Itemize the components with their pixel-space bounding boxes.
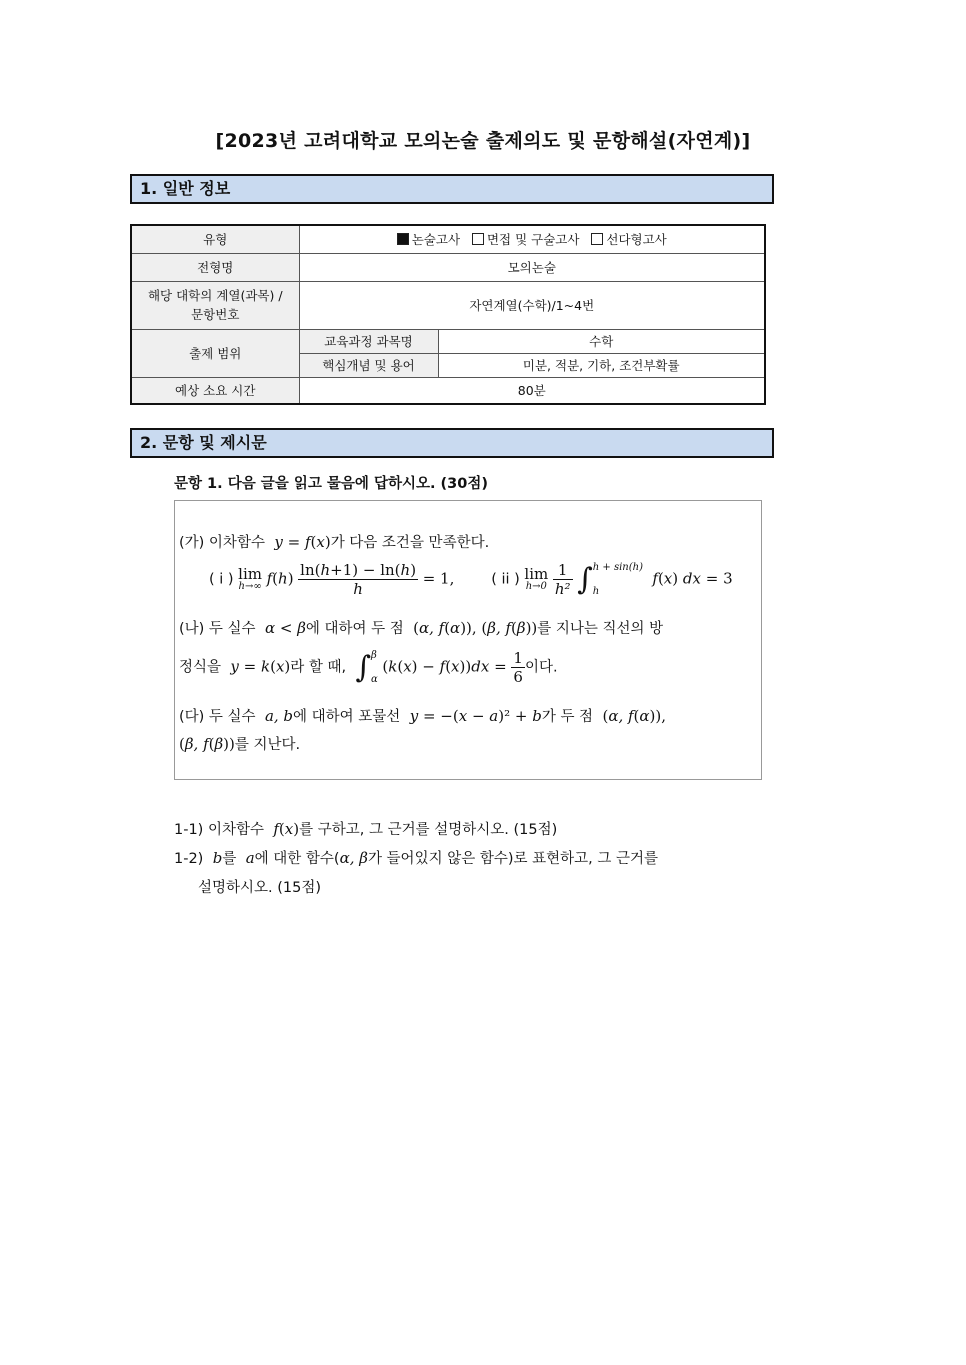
checked-box-icon (397, 233, 409, 245)
type-label: 유형 (131, 225, 299, 253)
passage-box (174, 500, 762, 780)
document-title: [2023년 고려대학교 모의논술 출제의도 및 문항해설(자연계)] (215, 130, 751, 152)
field-label: 해당 대학의 계열(과목) / 문항번호 (131, 281, 299, 329)
unchecked-box-icon (591, 233, 603, 245)
passage-da-line1: (다) 두 실수 a, b에 대하여 포물선 y = −(x − a)² + b가 두 점 (α, f(α)), (179, 707, 667, 725)
passage-conditions: ( i ) lim h→∞ f(h) $\frac{\ln(h+1) - \ln(h)}{h}$ = 1, ( ii ) lim h→0 $\frac{1}{\text{h²}}$ ∫ h + sin(h) h f(x) dx = 3 (209, 561, 733, 598)
time-value: 80분 (299, 377, 765, 404)
sub-question-1-2: 1-2) b를 a에 대한 함수(α, β가 들어있지 않은 함수)로 표현하고, 그 근거를 (174, 849, 658, 867)
concept-label: 핵심개념 및 용어 (299, 353, 438, 377)
section-general-info: 1. 일반 정보 (130, 174, 774, 204)
concept-value: 미분, 적분, 기하, 조건부확률 (438, 353, 765, 377)
sub-question-1-1: 1-1) 이차함수 f(x)를 구하고, 그 근거를 설명하시오. (15점) (174, 820, 558, 838)
passage-da-line2: (β, f(β))를 지난다. (179, 735, 301, 753)
passage-na-line2: 정식을 y = k(x)라 할 때, ∫ β α (k(x) − f(x))dx = $\frac{1}{6}$ 이다. (179, 649, 558, 686)
name-label: 전형명 (131, 253, 299, 281)
option-essay: 논술고사 (411, 232, 461, 248)
section-question: 2. 문항 및 제시문 (130, 428, 774, 458)
option-interview: 면접 및 구술고사 (486, 232, 580, 248)
scope-label: 출제 범위 (131, 329, 299, 377)
course-value: 수학 (438, 329, 765, 353)
question-heading: 문항 1. 다음 글을 읽고 물음에 답하시오. (30점) (174, 476, 488, 492)
field-value: 자연계열(수학)/1~4번 (299, 281, 765, 329)
option-multiple-choice: 선다형고사 (606, 232, 667, 248)
general-info-table (130, 224, 766, 405)
type-options (299, 225, 765, 253)
time-label: 예상 소요 시간 (131, 377, 299, 404)
name-value: 모의논술 (299, 253, 765, 281)
passage-na-line1: (나) 두 실수 α < β에 대하여 두 점 (α, f(α)), (β, f(β))를 지나는 직선의 방 (179, 619, 664, 637)
unchecked-box-icon (472, 233, 484, 245)
passage-ga: (가) 이차함수 y = f(x)가 다음 조건을 만족한다. (179, 533, 490, 551)
course-label: 교육과정 과목명 (299, 329, 438, 353)
sub-question-1-2-cont: 설명하시오. (15점) (198, 880, 322, 896)
